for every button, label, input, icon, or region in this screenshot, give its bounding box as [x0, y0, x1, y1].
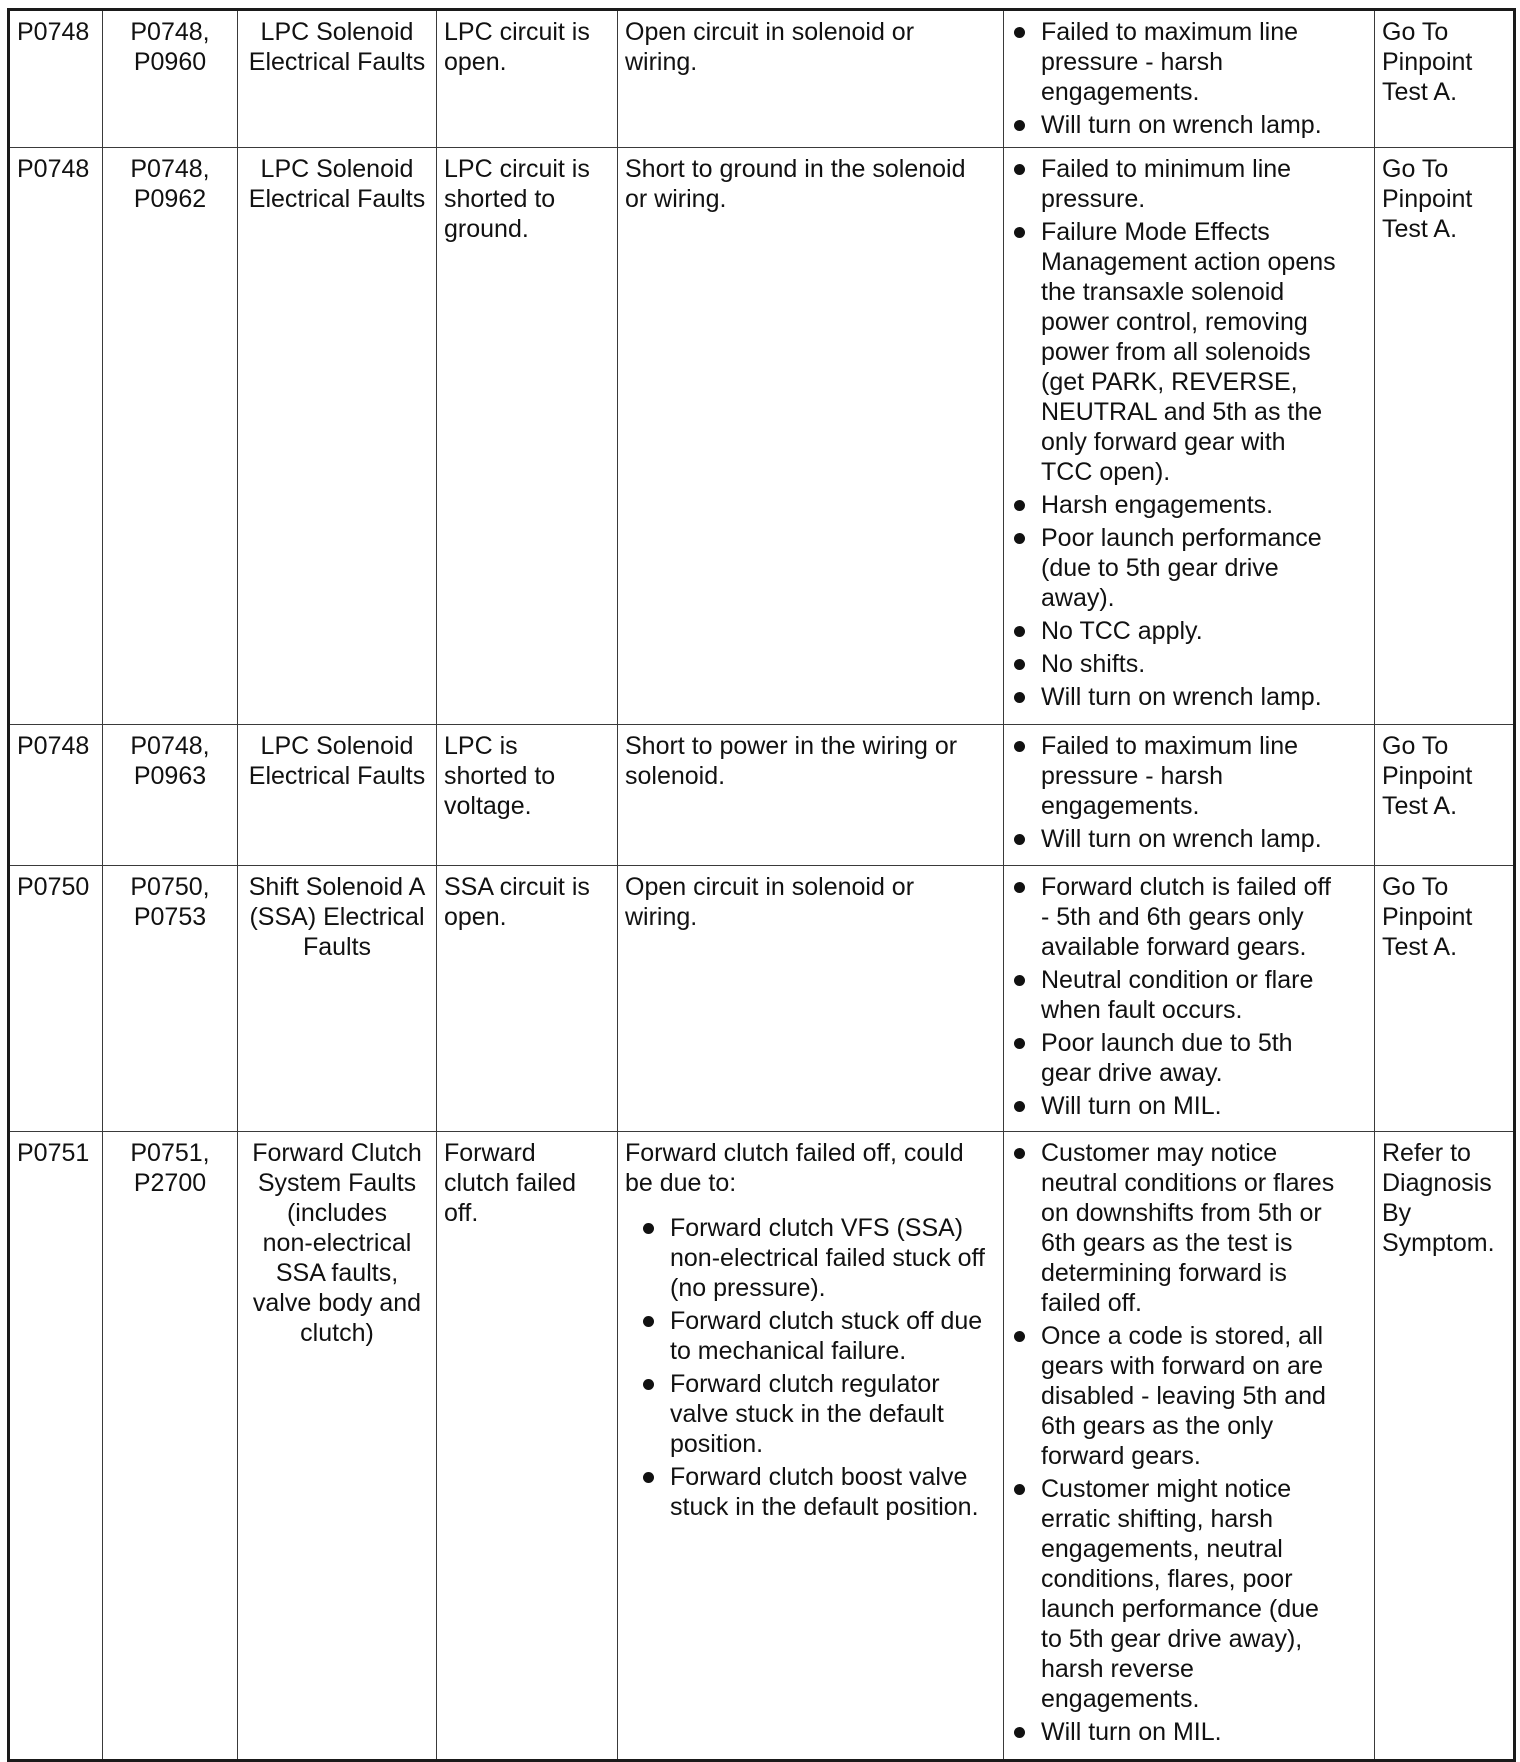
- symptom-line: engagements.: [1041, 792, 1200, 820]
- description-line: Electrical Faults: [248, 48, 426, 76]
- description-line: clutch): [300, 1319, 374, 1347]
- related-codes-line: P2700: [133, 1169, 207, 1197]
- cause-bullet-item: [640, 1462, 996, 1522]
- related-codes-line: P0748,: [130, 732, 210, 760]
- symptom-line: away).: [1041, 584, 1115, 612]
- symptom-cell: [1004, 725, 1375, 866]
- symptom-bullet-list: [1011, 1138, 1367, 1747]
- cause-bullet-item: [640, 1213, 996, 1303]
- symptom-line: Customer may notice: [1041, 1139, 1278, 1167]
- symptom-line: Forward clutch is failed off: [1041, 873, 1331, 901]
- cause-bullet-list: [625, 1213, 996, 1522]
- possible-cause-cell: [618, 148, 1004, 725]
- symptom-line: power from all solenoids: [1041, 338, 1311, 366]
- condition-cell: [437, 148, 618, 725]
- description-line: System Faults: [257, 1169, 417, 1197]
- cause-bullet-line: non-electrical failed stuck off: [670, 1244, 985, 1272]
- symptom-line: pressure - harsh: [1041, 48, 1224, 76]
- description-cell: [238, 10, 437, 148]
- symptom-bullet-item: [1011, 1474, 1367, 1714]
- related-codes-line: P0753: [133, 903, 207, 931]
- condition-line: clutch failed: [444, 1169, 577, 1197]
- description-line: Electrical Faults: [248, 762, 426, 790]
- dtc-cell: [9, 148, 103, 725]
- symptom-bullet-item: [1011, 1717, 1367, 1747]
- table-row: [9, 725, 1515, 866]
- cause-bullet-line: position.: [670, 1430, 764, 1458]
- symptom-line: Neutral condition or flare: [1041, 966, 1314, 994]
- action-cell: [1375, 1132, 1515, 1761]
- cause-bullet-line: Forward clutch VFS (SSA): [670, 1214, 964, 1242]
- condition-cell: [437, 725, 618, 866]
- symptom-cell: [1004, 1132, 1375, 1761]
- symptom-line: Failure Mode Effects: [1041, 218, 1270, 246]
- related-codes-line: P0963: [133, 762, 207, 790]
- related-codes-cell: [103, 148, 238, 725]
- action-line: Test A.: [1382, 215, 1458, 243]
- symptom-line: engagements, neutral: [1041, 1535, 1283, 1563]
- dtc-cell: [9, 866, 103, 1132]
- description-line: valve body and: [252, 1289, 422, 1317]
- action-line: Pinpoint: [1382, 762, 1473, 790]
- symptom-line: Harsh engagements.: [1041, 491, 1274, 519]
- possible-cause-line: Open circuit in solenoid or: [625, 873, 915, 901]
- related-codes-cell: [103, 725, 238, 866]
- symptom-line: 6th gears as the only: [1041, 1412, 1274, 1440]
- symptom-line: to 5th gear drive away),: [1041, 1625, 1303, 1653]
- symptom-line: conditions, flares, poor: [1041, 1565, 1293, 1593]
- condition-cell: [437, 866, 618, 1132]
- possible-cause-line: Forward clutch failed off, could: [625, 1139, 964, 1167]
- symptom-bullet-item: [1011, 217, 1367, 487]
- symptom-bullet-item: [1011, 1091, 1367, 1121]
- symptom-line: Poor launch performance: [1041, 524, 1322, 552]
- table-row: [9, 1132, 1515, 1761]
- table-row: [9, 10, 1515, 148]
- dtc-code: P0748: [17, 155, 90, 183]
- symptom-bullet-item: [1011, 154, 1367, 214]
- cause-bullet-line: valve stuck in the default: [670, 1400, 944, 1428]
- symptom-line: on downshifts from 5th or: [1041, 1199, 1322, 1227]
- related-codes-cell: [103, 1132, 238, 1761]
- symptom-line: available forward gears.: [1041, 933, 1307, 961]
- possible-cause-line: wiring.: [625, 48, 698, 76]
- action-line: Go To: [1382, 155, 1449, 183]
- description-line: Faults: [302, 933, 372, 961]
- symptom-line: disabled - leaving 5th and: [1041, 1382, 1326, 1410]
- symptom-bullet-item: [1011, 682, 1367, 712]
- description-cell: [238, 1132, 437, 1761]
- dtc-table: [7, 8, 1516, 1762]
- symptom-line: when fault occurs.: [1041, 996, 1243, 1024]
- symptom-line: pressure - harsh: [1041, 762, 1224, 790]
- condition-line: voltage.: [444, 792, 532, 820]
- symptom-line: No TCC apply.: [1041, 617, 1203, 645]
- symptom-line: TCC open).: [1041, 458, 1171, 486]
- action-line: Go To: [1382, 732, 1449, 760]
- symptom-line: determining forward is: [1041, 1259, 1287, 1287]
- condition-line: LPC circuit is: [444, 155, 590, 183]
- related-codes-line: P0748,: [130, 18, 210, 46]
- possible-cause-line: Short to power in the wiring or: [625, 732, 958, 760]
- symptom-line: 6th gears as the test is: [1041, 1229, 1293, 1257]
- action-line: Pinpoint: [1382, 185, 1473, 213]
- symptom-line: Will turn on MIL.: [1041, 1718, 1222, 1746]
- table-row: [9, 148, 1515, 725]
- condition-line: off.: [444, 1199, 479, 1227]
- symptom-line: Failed to minimum line: [1041, 155, 1292, 183]
- condition-line: shorted to: [444, 762, 556, 790]
- description-line: Electrical Faults: [248, 185, 426, 213]
- dtc-code: P0751: [17, 1139, 90, 1167]
- description-cell: [238, 866, 437, 1132]
- symptom-bullet-item: [1011, 1028, 1367, 1088]
- action-cell: [1375, 148, 1515, 725]
- cause-bullet-line: to mechanical failure.: [670, 1337, 907, 1365]
- dtc-cell: [9, 1132, 103, 1761]
- action-line: Test A.: [1382, 933, 1458, 961]
- cause-bullet-item: [640, 1306, 996, 1366]
- cause-bullet-line: Forward clutch boost valve: [670, 1463, 968, 1491]
- symptom-line: power control, removing: [1041, 308, 1308, 336]
- action-line: Symptom.: [1382, 1229, 1495, 1257]
- description-cell: [238, 148, 437, 725]
- possible-cause-line: wiring.: [625, 903, 698, 931]
- possible-cause-cell: [618, 866, 1004, 1132]
- symptom-bullet-item: [1011, 523, 1367, 613]
- symptom-line: No shifts.: [1041, 650, 1146, 678]
- related-codes-cell: [103, 866, 238, 1132]
- related-codes-line: P0960: [133, 48, 207, 76]
- symptom-cell: [1004, 148, 1375, 725]
- dtc-cell: [9, 725, 103, 866]
- symptom-line: Failed to maximum line: [1041, 732, 1299, 760]
- symptom-line: forward gears.: [1041, 1442, 1201, 1470]
- related-codes-line: P0750,: [130, 873, 210, 901]
- symptom-line: Customer might notice: [1041, 1475, 1292, 1503]
- symptom-bullet-item: [1011, 110, 1367, 140]
- table-row: [9, 866, 1515, 1132]
- cause-bullet-line: (no pressure).: [670, 1274, 826, 1302]
- description-line: SSA faults,: [275, 1259, 399, 1287]
- symptom-bullet-item: [1011, 824, 1367, 854]
- description-line: LPC Solenoid: [260, 18, 414, 46]
- symptom-line: pressure.: [1041, 185, 1146, 213]
- symptom-bullet-item: [1011, 1321, 1367, 1471]
- description-line: LPC Solenoid: [260, 155, 414, 183]
- symptom-line: Will turn on wrench lamp.: [1041, 111, 1322, 139]
- condition-line: Forward: [444, 1139, 536, 1167]
- action-cell: [1375, 866, 1515, 1132]
- description-cell: [238, 725, 437, 866]
- description-line: LPC Solenoid: [260, 732, 414, 760]
- symptom-line: Failed to maximum line: [1041, 18, 1299, 46]
- possible-cause-line: or wiring.: [625, 185, 727, 213]
- symptom-bullet-item: [1011, 965, 1367, 1025]
- symptom-line: gear drive away.: [1041, 1059, 1223, 1087]
- symptom-bullet-list: [1011, 154, 1367, 712]
- action-line: Refer to: [1382, 1139, 1471, 1167]
- symptom-bullet-item: [1011, 872, 1367, 962]
- cause-bullet-item: [640, 1369, 996, 1459]
- symptom-bullet-item: [1011, 616, 1367, 646]
- symptom-line: Will turn on wrench lamp.: [1041, 825, 1322, 853]
- dtc-cell: [9, 10, 103, 148]
- symptom-bullet-item: [1011, 731, 1367, 821]
- symptom-line: Once a code is stored, all: [1041, 1322, 1324, 1350]
- symptom-bullet-item: [1011, 490, 1367, 520]
- symptom-line: engagements.: [1041, 1685, 1200, 1713]
- possible-cause-line: Open circuit in solenoid or: [625, 18, 915, 46]
- symptom-bullet-list: [1011, 731, 1367, 854]
- cause-bullet-line: stuck in the default position.: [670, 1493, 979, 1521]
- symptom-line: (due to 5th gear drive: [1041, 554, 1279, 582]
- symptom-line: NEUTRAL and 5th as the: [1041, 398, 1323, 426]
- dtc-code: P0748: [17, 732, 90, 760]
- action-line: Pinpoint: [1382, 903, 1473, 931]
- possible-cause-cell: [618, 1132, 1004, 1761]
- possible-cause-cell: [618, 10, 1004, 148]
- condition-line: LPC circuit is: [444, 18, 590, 46]
- possible-cause-line: Short to ground in the solenoid: [625, 155, 966, 183]
- symptom-bullet-item: [1011, 17, 1367, 107]
- symptom-bullet-list: [1011, 17, 1367, 140]
- condition-line: shorted to: [444, 185, 556, 213]
- possible-cause-line: be due to:: [625, 1169, 737, 1197]
- description-line: (SSA) Electrical: [249, 903, 425, 931]
- related-codes-cell: [103, 10, 238, 148]
- action-line: Go To: [1382, 18, 1449, 46]
- symptom-line: Will turn on MIL.: [1041, 1092, 1222, 1120]
- symptom-bullet-list: [1011, 872, 1367, 1121]
- symptom-line: Poor launch due to 5th: [1041, 1029, 1293, 1057]
- condition-line: LPC is: [444, 732, 518, 760]
- symptom-line: (get PARK, REVERSE,: [1041, 368, 1298, 396]
- condition-cell: [437, 10, 618, 148]
- condition-line: open.: [444, 48, 507, 76]
- symptom-cell: [1004, 10, 1375, 148]
- symptom-line: the transaxle solenoid: [1041, 278, 1285, 306]
- related-codes-line: P0751,: [130, 1139, 210, 1167]
- symptom-line: harsh reverse: [1041, 1655, 1194, 1683]
- action-line: Test A.: [1382, 792, 1458, 820]
- action-line: Test A.: [1382, 78, 1458, 106]
- symptom-line: gears with forward on are: [1041, 1352, 1324, 1380]
- description-line: Shift Solenoid A: [248, 873, 426, 901]
- symptom-line: erratic shifting, harsh: [1041, 1505, 1274, 1533]
- description-line: (includes: [286, 1199, 388, 1227]
- action-line: Pinpoint: [1382, 48, 1473, 76]
- condition-line: open.: [444, 903, 507, 931]
- dtc-table-body: [9, 10, 1515, 1761]
- action-cell: [1375, 10, 1515, 148]
- symptom-line: Management action opens: [1041, 248, 1336, 276]
- related-codes-line: P0748,: [130, 155, 210, 183]
- dtc-code: P0748: [17, 18, 90, 46]
- condition-cell: [437, 1132, 618, 1761]
- action-cell: [1375, 725, 1515, 866]
- description-line: Forward Clutch: [252, 1139, 422, 1167]
- action-line: Diagnosis: [1382, 1169, 1492, 1197]
- symptom-line: Will turn on wrench lamp.: [1041, 683, 1322, 711]
- dtc-code: P0750: [17, 873, 90, 901]
- symptom-line: launch performance (due: [1041, 1595, 1319, 1623]
- symptom-bullet-item: [1011, 1138, 1367, 1318]
- symptom-line: failed off.: [1041, 1289, 1143, 1317]
- related-codes-line: P0962: [133, 185, 207, 213]
- condition-line: SSA circuit is: [444, 873, 590, 901]
- symptom-line: - 5th and 6th gears only: [1041, 903, 1304, 931]
- condition-line: ground.: [444, 215, 529, 243]
- action-line: Go To: [1382, 873, 1449, 901]
- symptom-line: neutral conditions or flares: [1041, 1169, 1335, 1197]
- cause-bullet-line: Forward clutch stuck off due: [670, 1307, 983, 1335]
- symptom-cell: [1004, 866, 1375, 1132]
- symptom-line: engagements.: [1041, 78, 1200, 106]
- symptom-line: only forward gear with: [1041, 428, 1286, 456]
- cause-bullet-line: Forward clutch regulator: [670, 1370, 940, 1398]
- description-line: non-electrical: [262, 1229, 412, 1257]
- possible-cause-line: solenoid.: [625, 762, 726, 790]
- action-line: By: [1382, 1199, 1412, 1227]
- possible-cause-cell: [618, 725, 1004, 866]
- symptom-bullet-item: [1011, 649, 1367, 679]
